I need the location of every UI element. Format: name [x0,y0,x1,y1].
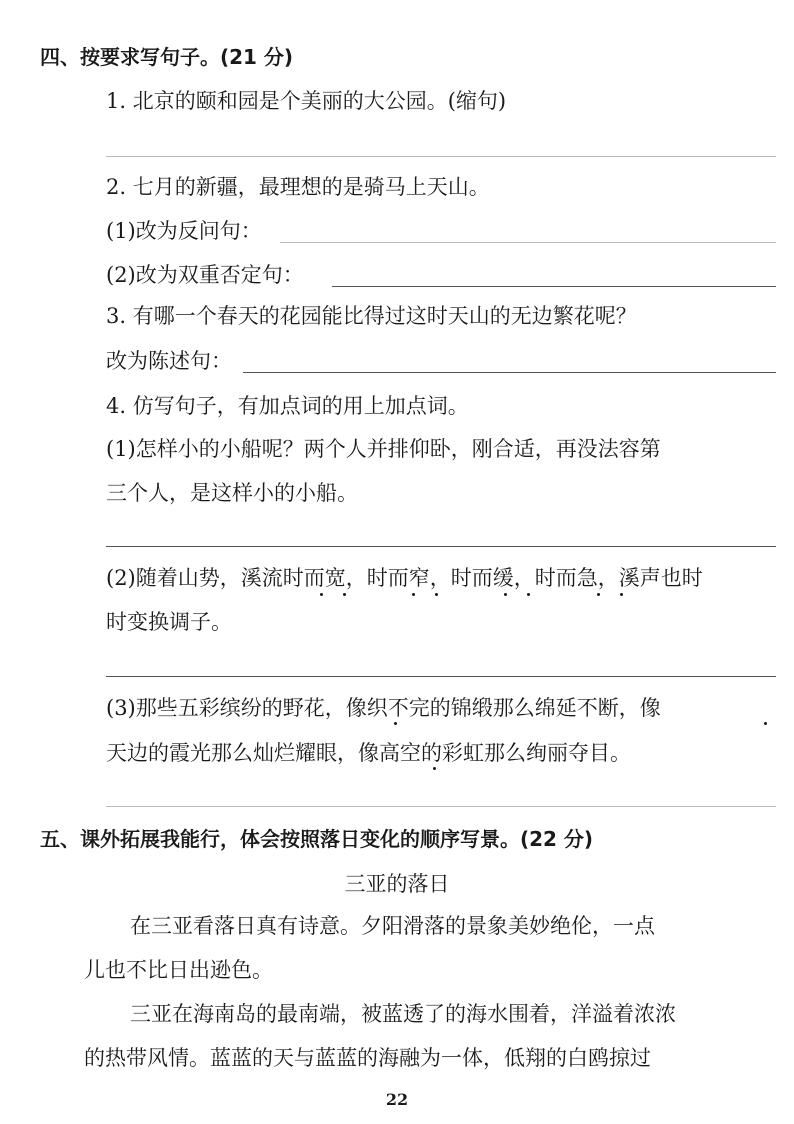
answer-line-q2-2[interactable] [332,286,776,287]
answer-line-q3[interactable] [243,372,776,373]
emphasis-dot [597,593,600,596]
emphasis-dot [504,593,507,596]
question-4-1-line1: (1)怎样小的小船呢？两个人并排仰卧，刚合适，再没法容第 [106,437,661,461]
question-4-2-line2: 时变换调子。 [106,610,232,634]
page-number: 22 [385,1090,409,1109]
article-title: 三亚的落日 [344,872,450,896]
emphasis-dot [764,722,767,725]
answer-line-q4-1[interactable] [106,546,776,547]
question-4-1-line2: 三个人，是这样小的小船。 [106,481,358,505]
emphasis-dot [527,593,530,596]
answer-line-q4-2[interactable] [106,676,776,677]
question-4: 4. 仿写句子，有加点词的用上加点词。 [106,394,469,418]
answer-line-q4-3[interactable] [106,806,776,807]
question-3: 3. 有哪一个春天的花园能比得过这时天山的无边繁花呢？ [106,304,637,328]
question-3-label: 改为陈述句： [106,349,232,373]
section-5-heading: 五、课外拓展我能行，体会按照落日变化的顺序写景。(22 分) [40,827,594,851]
question-2-1-label: (1)改为反问句： [106,219,262,243]
question-1: 1. 北京的颐和园是个美丽的大公园。(缩句) [106,89,507,113]
emphasis-dot [435,593,438,596]
emphasis-dot [343,593,346,596]
article-paragraph-2-line1: 三亚在海南岛的最南端，被蓝透了的海水围着，洋溢着浓浓 [130,1002,676,1026]
article-paragraph-2-line2: 的热带风情。蓝蓝的天与蓝蓝的海融为一体，低翔的白鸥掠过 [84,1046,651,1070]
question-4-3-line1: (3)那些五彩缤纷的野花，像织不完的锦缎那么绵延不断，像 [106,696,661,720]
answer-line-q2-1[interactable] [280,242,776,243]
emphasis-dot [320,593,323,596]
emphasis-dot [412,593,415,596]
emphasis-dot [620,593,623,596]
article-paragraph-1-line1: 在三亚看落日真有诗意。夕阳滑落的景象美妙绝伦，一点 [130,914,655,938]
question-2: 2. 七月的新疆，最理想的是骑马上天山。 [106,175,490,199]
question-2-2-label: (2)改为双重否定句： [106,263,304,287]
question-4-3-line2: 天边的霞光那么灿烂耀眼，像高空的彩虹那么绚丽夺目。 [106,741,631,765]
section-4-heading: 四、按要求写句子。(21 分) [40,45,294,69]
answer-line-q1[interactable] [106,156,776,157]
article-paragraph-1-line2: 儿也不比日出逊色。 [84,958,273,982]
emphasis-dot [394,722,397,725]
question-4-2-line1: (2)随着山势，溪流时而宽，时而窄，时而缓，时而急，溪声也时 [106,566,703,590]
emphasis-dot [433,767,436,770]
